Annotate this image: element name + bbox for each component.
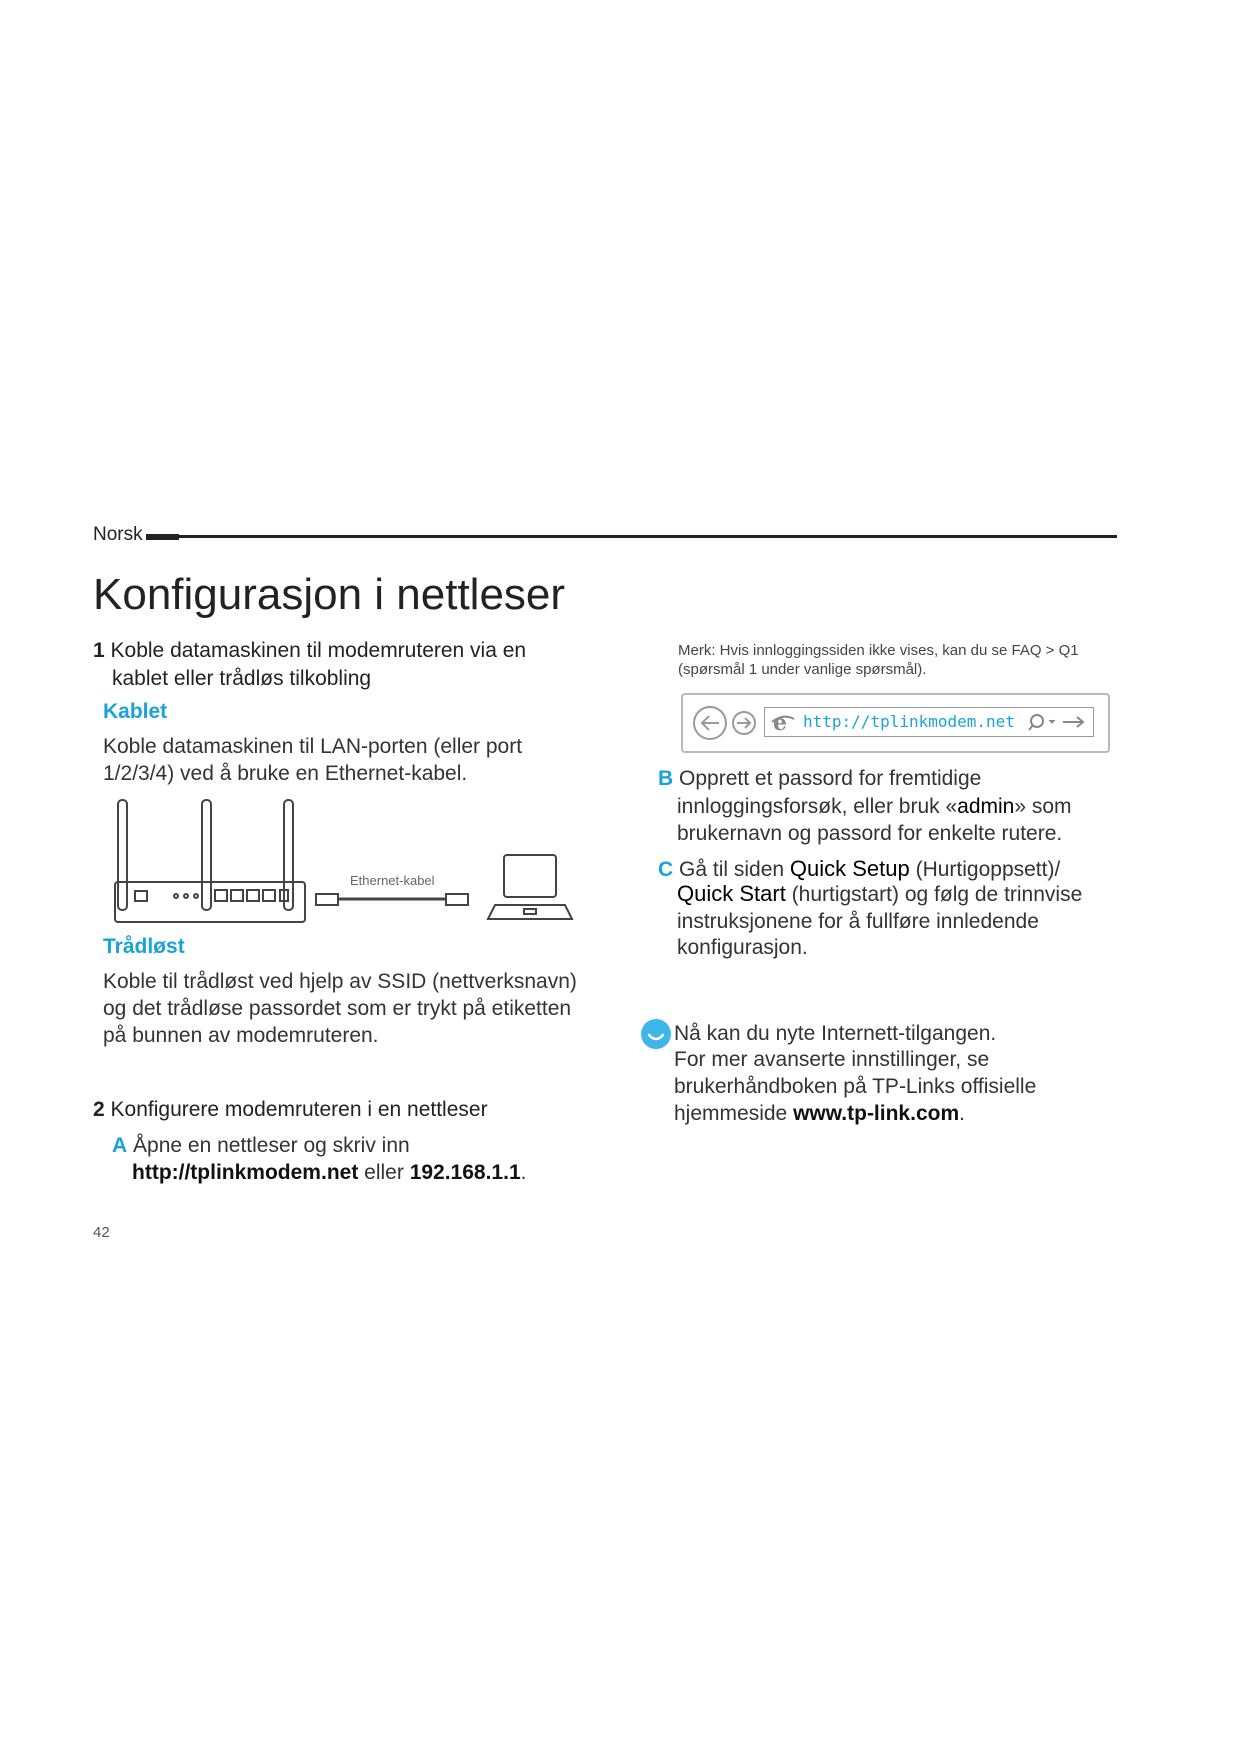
done-line-1: Nå kan du nyte Internett-tilgangen. [674, 1022, 997, 1045]
step-b-line-3: brukernavn og passord for enkelte rutere. [677, 822, 1063, 845]
router-icon [115, 800, 305, 922]
router-url-link[interactable]: http://tplinkmodem.net [132, 1161, 359, 1184]
done-line-4-pre: hjemmeside [674, 1102, 794, 1125]
done-line-3: brukerhåndboken på TP-Links offisielle [674, 1075, 1037, 1098]
smiley-icon [641, 1019, 671, 1049]
step-2-title: Konfigurere modemruteren i en nettleser [110, 1098, 488, 1121]
step-c-letter: C [658, 858, 674, 881]
step-c-line-2 [677, 880, 1082, 908]
quick-setup-label: Quick Setup [789, 856, 910, 881]
url-text: http://tplinkmodem.net [803, 712, 1015, 731]
language-label: Norsk [93, 524, 143, 545]
note-line-1: Merk: Hvis innloggingssiden ikke vises, kan du se FAQ > Q1 [678, 642, 1079, 659]
step-c-line-2-post: (hurtigstart) og følg de trinnvise [785, 883, 1083, 906]
done-line-2: For mer avanserte innstillinger, se [674, 1048, 990, 1071]
step-b-letter: B [658, 767, 674, 790]
laptop-icon [488, 855, 572, 919]
wireless-heading: Trådløst [103, 935, 185, 958]
step-1-line-1: Koble datamaskinen til modemruteren via en [110, 639, 527, 662]
dropdown-icon [1049, 720, 1055, 723]
url-field[interactable] [764, 707, 1094, 737]
step-c-line-1-pre: Gå til siden [679, 858, 790, 881]
wired-connection-illustration [100, 795, 580, 945]
step-1-heading [93, 637, 526, 665]
step-c-line-1-post: (Hurtigoppsett)/ [909, 858, 1061, 881]
step-2a-line-2 [132, 1159, 526, 1186]
browser-logo-icon [771, 711, 795, 733]
quick-start-label: Quick Start [677, 881, 786, 906]
back-arrow-icon [694, 707, 726, 739]
step-2a-end: . [520, 1161, 527, 1184]
step-2a-connector: eller [358, 1161, 410, 1184]
step-2-heading [93, 1096, 488, 1124]
step-c-line-3: instruksjonene for å fullføre innledende [677, 910, 1039, 933]
header-rule-marker [146, 534, 179, 540]
wired-heading: Kablet [103, 700, 168, 723]
step-b-text: Opprett et passord for fremtidige [679, 767, 982, 790]
note-line-2: (spørsmål 1 under vanlige spørsmål). [678, 661, 927, 678]
step-2a-letter: A [112, 1134, 128, 1157]
step-1-number: 1 [93, 639, 105, 662]
page-number: 42 [93, 1224, 110, 1241]
step-b-line-1 [658, 765, 981, 792]
browser-address-bar [681, 693, 1110, 753]
step-b-line-2-pre: innloggingsforsøk, eller bruk « [677, 795, 958, 818]
header-rule [176, 535, 1117, 538]
note [678, 641, 1098, 679]
done-line-4-post: . [959, 1102, 965, 1125]
search-icon [1029, 715, 1043, 730]
step-b-line-2-post: » som [1014, 795, 1072, 818]
done-line-4 [674, 1100, 965, 1127]
step-2-number: 2 [93, 1098, 105, 1121]
ethernet-cable-icon [316, 894, 468, 905]
website-link[interactable]: www.tp-link.com [793, 1102, 960, 1125]
svg-text:e: e [773, 711, 787, 733]
step-b-line-2 [677, 793, 1072, 820]
wireless-text-line-2: og det trådløse passordet som er trykt på etiketten [103, 997, 572, 1020]
page-title: Konfigurasjon i nettleser [93, 570, 566, 619]
search-go-icons [1027, 713, 1087, 731]
forward-arrow-icon [733, 712, 755, 734]
go-arrow-icon [1063, 717, 1083, 727]
wired-text-line-2: 1/2/3/4) ved å bruke en Ethernet-kabel. [103, 762, 468, 785]
step-1-line-2: kablet eller trådløs tilkobling [112, 667, 372, 690]
wireless-text-line-3: på bunnen av modemruteren. [103, 1024, 379, 1047]
step-c-line-1 [658, 855, 1060, 883]
cable-label: Ethernet-kabel [350, 873, 435, 888]
wireless-text-line-1: Koble til trådløst ved hjelp av SSID (nettverksnavn) [103, 970, 577, 993]
browser-nav-icons [691, 704, 761, 742]
admin-credential: admin [957, 795, 1015, 818]
step-2a-line-1 [112, 1132, 410, 1159]
wired-text-line-1: Koble datamaskinen til LAN-porten (eller port [103, 735, 523, 758]
step-2a-instruction: Åpne en nettleser og skriv inn [133, 1134, 410, 1157]
step-c-line-4: konfigurasjon. [677, 936, 808, 959]
router-ip: 192.168.1.1 [409, 1161, 521, 1184]
